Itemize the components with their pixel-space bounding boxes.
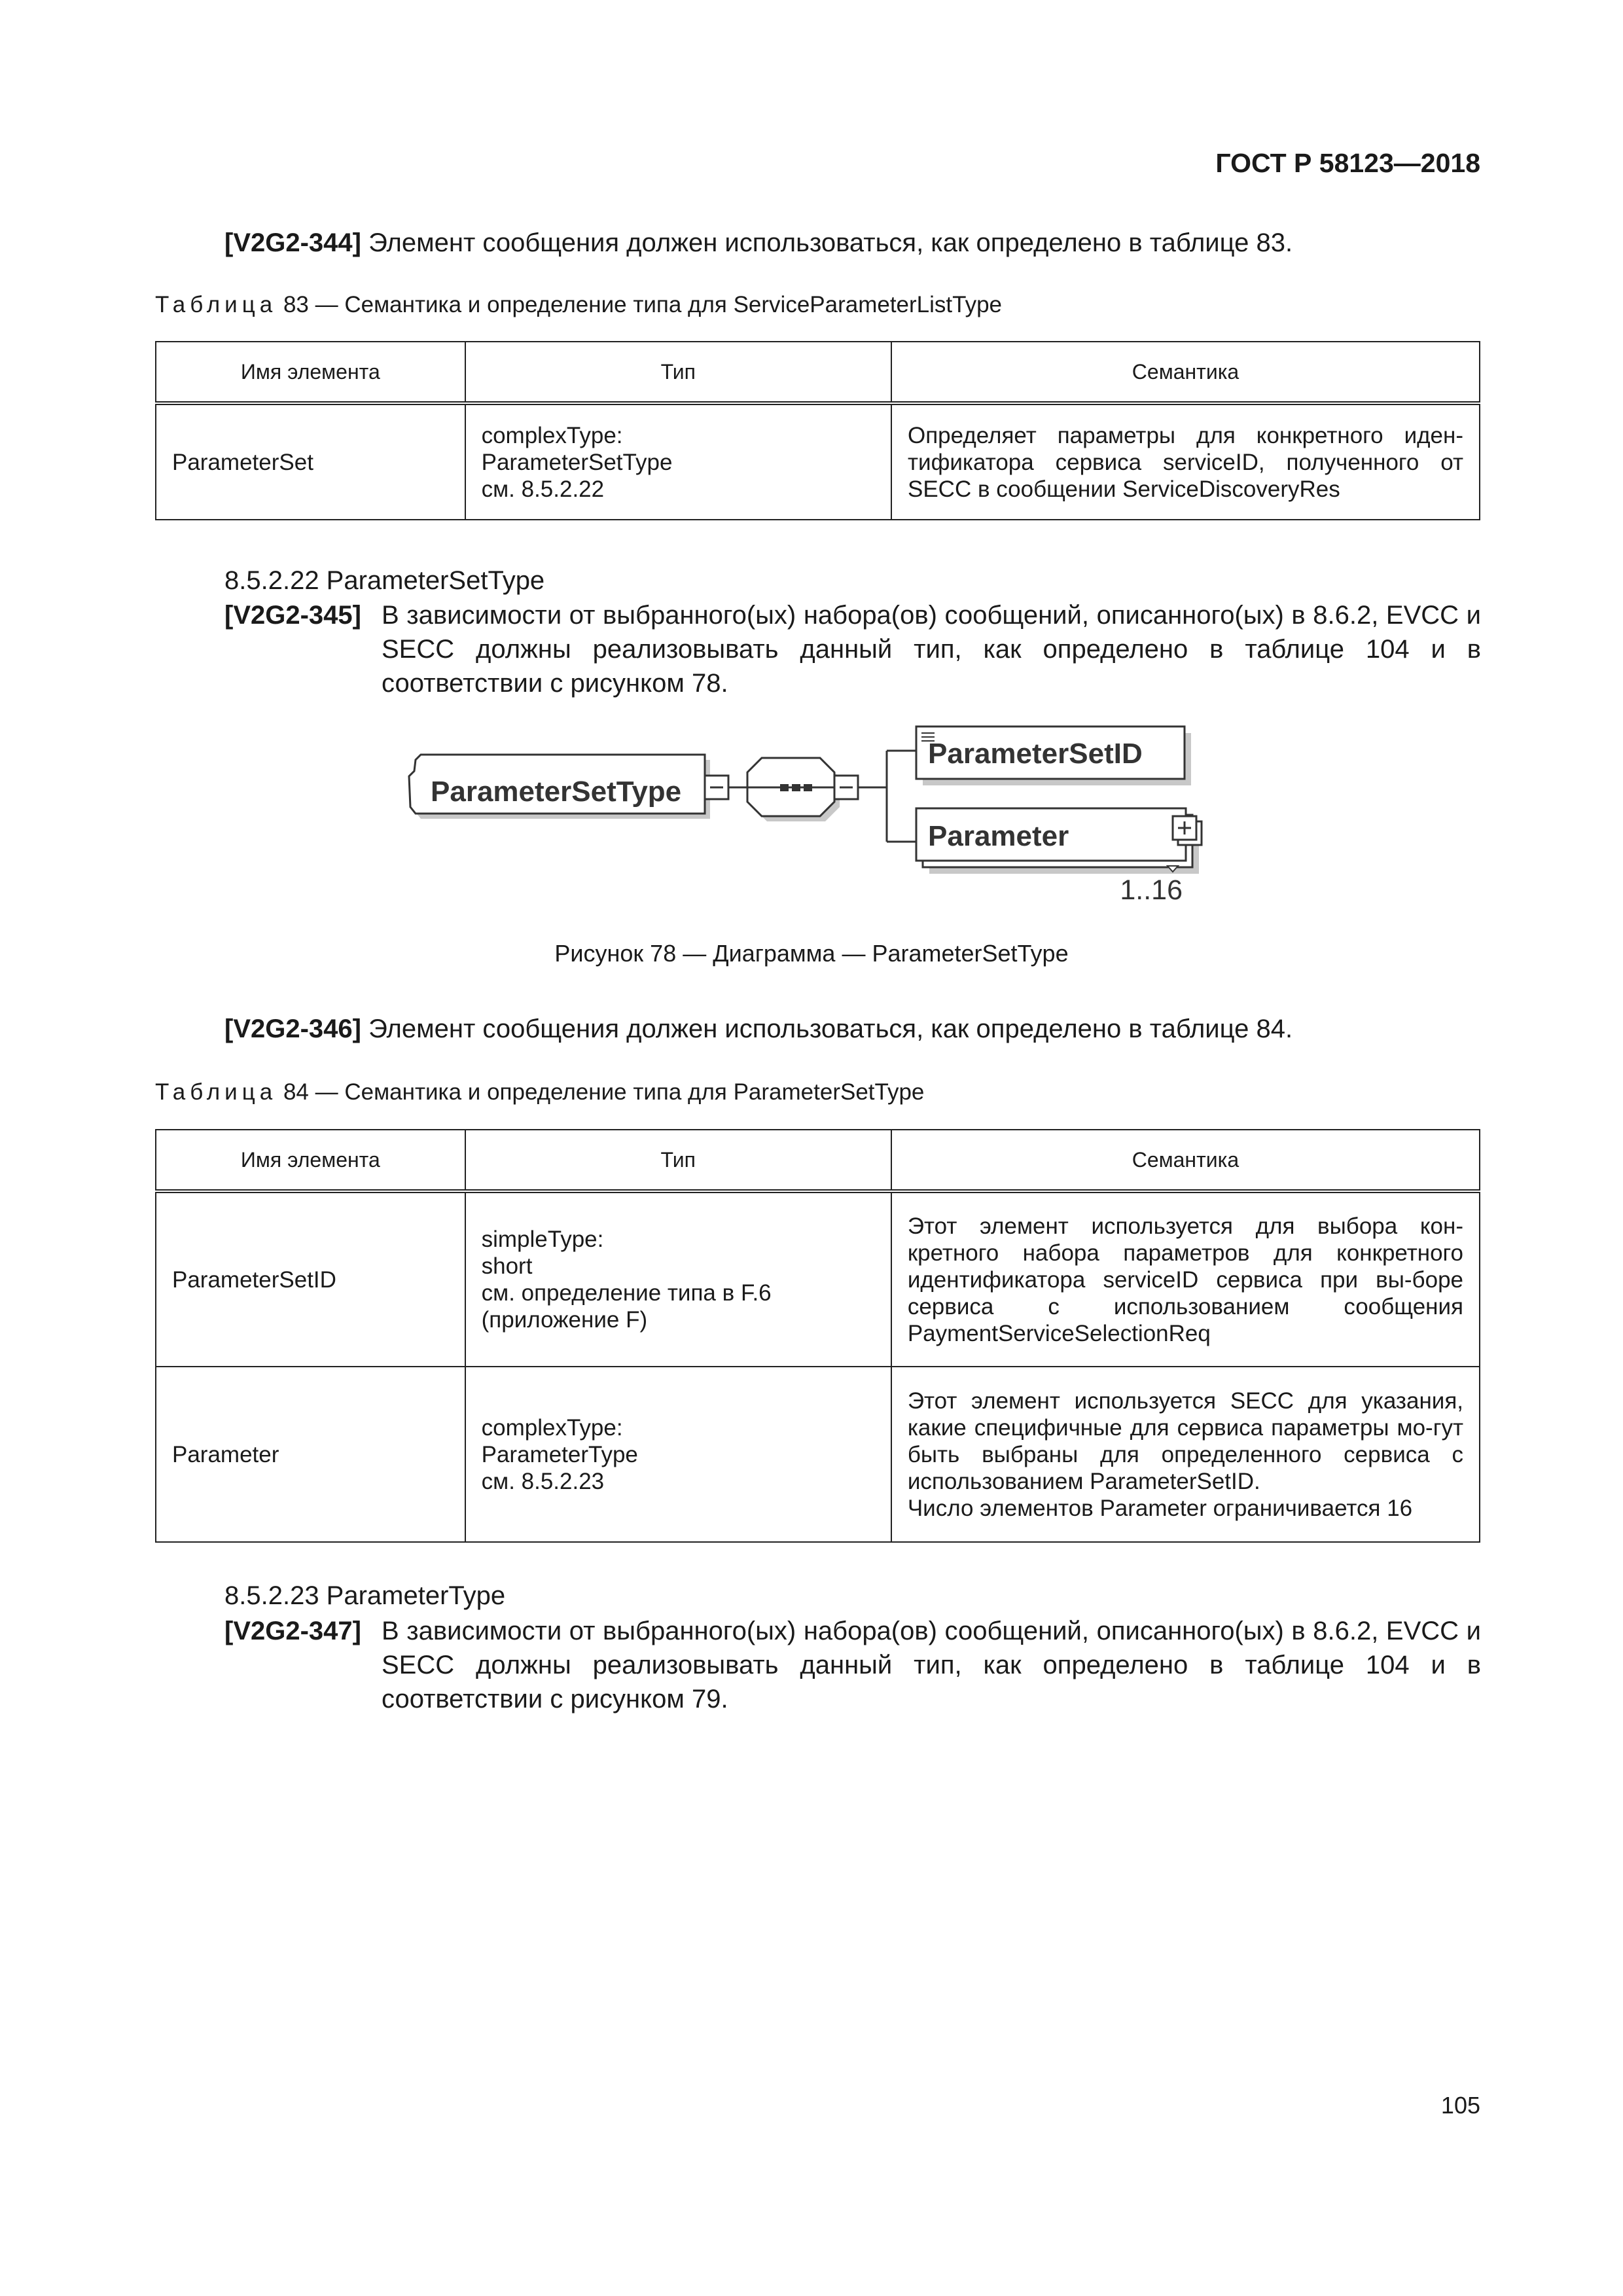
- requirement-code: [V2G2-346]: [224, 1014, 361, 1043]
- document-id: ГОСТ Р 58123—2018: [1215, 148, 1480, 178]
- expand-parameter-icon: [1173, 816, 1202, 845]
- table-header-row: [156, 1130, 1480, 1191]
- column-header: Имя элемента: [156, 342, 465, 403]
- requirement-347-text: В зависимости от выбранного(ых) набора(ов) сообщений, описанного(ых) в 8.6.2, EVCC и SECC должны реализовывать данный тип, как определено в таблице 104 и в соответствии с рисунком 79.: [382, 1617, 1481, 1713]
- requirement-text: Элемент сообщения должен использоваться, как определено в таблице 83.: [368, 228, 1293, 257]
- type-line: см. 8.5.2.23: [481, 1468, 605, 1494]
- cell-semantics: [891, 1367, 1480, 1542]
- root-type-node: [409, 755, 710, 819]
- type-line: см. 8.5.2.22: [481, 476, 605, 502]
- cell-type: [465, 403, 891, 520]
- type-line: ParameterType: [481, 1441, 638, 1467]
- parameter-node: [916, 808, 1199, 874]
- parameter-set-id-label: ParameterSetID: [928, 738, 1143, 770]
- cell-element-name: Parameter: [156, 1367, 465, 1542]
- figure-78-diagram: [406, 720, 1243, 916]
- table-header-row: [156, 342, 1480, 403]
- table-row: [156, 1191, 1480, 1367]
- page-number: 105: [1440, 2092, 1480, 2119]
- table-84: [155, 1129, 1480, 1543]
- sequence-compositor-node: [747, 758, 840, 821]
- type-line: (приложение F): [481, 1307, 648, 1333]
- table-83-caption: [155, 292, 1002, 318]
- column-header: Имя элемента: [156, 1130, 465, 1191]
- requirement-346: [224, 1012, 1488, 1046]
- cell-semantics: Этот элемент используется для выбора кон-кретного набора параметров для конкретного идентификатора serviceID сервиса при вы-боре сервиса с использованием сообщения PaymentServiceSelectionReq: [891, 1191, 1480, 1367]
- parameter-set-id-node: [916, 726, 1191, 785]
- cell-semantics: Определяет параметры для конкретного иден-тификатора сервиса serviceID, полученного от SECC в сообщении ServiceDiscoveryRes: [891, 403, 1480, 520]
- requirement-345-text: В зависимости от выбранного(ых) набора(ов) сообщений, описанного(ых) в 8.6.2, EVCC и SECC должны реализовывать данный тип, как определено в таблице 104 и в соответствии с рисунком 78.: [382, 601, 1481, 698]
- table-label: Таблица: [155, 1079, 277, 1105]
- table-label: Таблица: [155, 292, 277, 317]
- requirement-345-code: [V2G2-345]: [224, 601, 361, 630]
- table-row: [156, 1367, 1480, 1542]
- figure-78-caption: Рисунок 78 — Диаграмма — ParameterSetType: [554, 940, 1069, 967]
- cell-type: [465, 1191, 891, 1367]
- table-84-caption: [155, 1079, 924, 1105]
- cell-element-name: ParameterSet: [156, 403, 465, 520]
- root-type-label: ParameterSetType: [431, 776, 682, 808]
- collapse-sequence-icon: [834, 776, 858, 799]
- type-line: см. определение типа в F.6: [481, 1280, 772, 1306]
- type-line: ParameterSetType: [481, 449, 673, 475]
- column-header: Тип: [465, 342, 891, 403]
- requirement-347-code: [V2G2-347]: [224, 1617, 361, 1645]
- multiplicity-label: 1..16: [1120, 874, 1183, 906]
- section-heading-8-5-2-22: 8.5.2.22 ParameterSetType: [224, 566, 545, 595]
- section-heading-8-5-2-23: 8.5.2.23 ParameterType: [224, 1581, 506, 1610]
- requirement-code: [V2G2-344]: [224, 228, 361, 257]
- semantics-note: Число элементов Parameter ограничивается 16: [907, 1495, 1413, 1521]
- type-line: simpleType:: [481, 1227, 604, 1252]
- sequence-icon: [780, 784, 789, 791]
- semantics-text: Этот элемент используется SECC для указания, какие специфичные для сервиса параметры мо-гут быть выбраны для определенного сервиса с использованием ParameterSetID.: [907, 1388, 1463, 1494]
- column-header: Семантика: [891, 1130, 1480, 1191]
- requirement-344: [224, 226, 1488, 260]
- table-caption-text: 84 — Семантика и определение типа для ParameterSetType: [283, 1079, 925, 1105]
- table-83: [155, 341, 1480, 520]
- table-row: [156, 403, 1480, 520]
- parameter-label: Parameter: [928, 820, 1069, 852]
- cell-type: [465, 1367, 891, 1542]
- type-line: complexType:: [481, 422, 623, 448]
- cell-element-name: ParameterSetID: [156, 1191, 465, 1367]
- type-line: complexType:: [481, 1414, 623, 1441]
- column-header: Семантика: [891, 342, 1480, 403]
- column-header: Тип: [465, 1130, 891, 1191]
- requirement-text: Элемент сообщения должен использоваться, как определено в таблице 84.: [368, 1014, 1293, 1043]
- collapse-root-icon: [705, 776, 728, 799]
- table-caption-text: 83 — Семантика и определение типа для ServiceParameterListType: [283, 292, 1003, 317]
- type-line: short: [481, 1253, 533, 1279]
